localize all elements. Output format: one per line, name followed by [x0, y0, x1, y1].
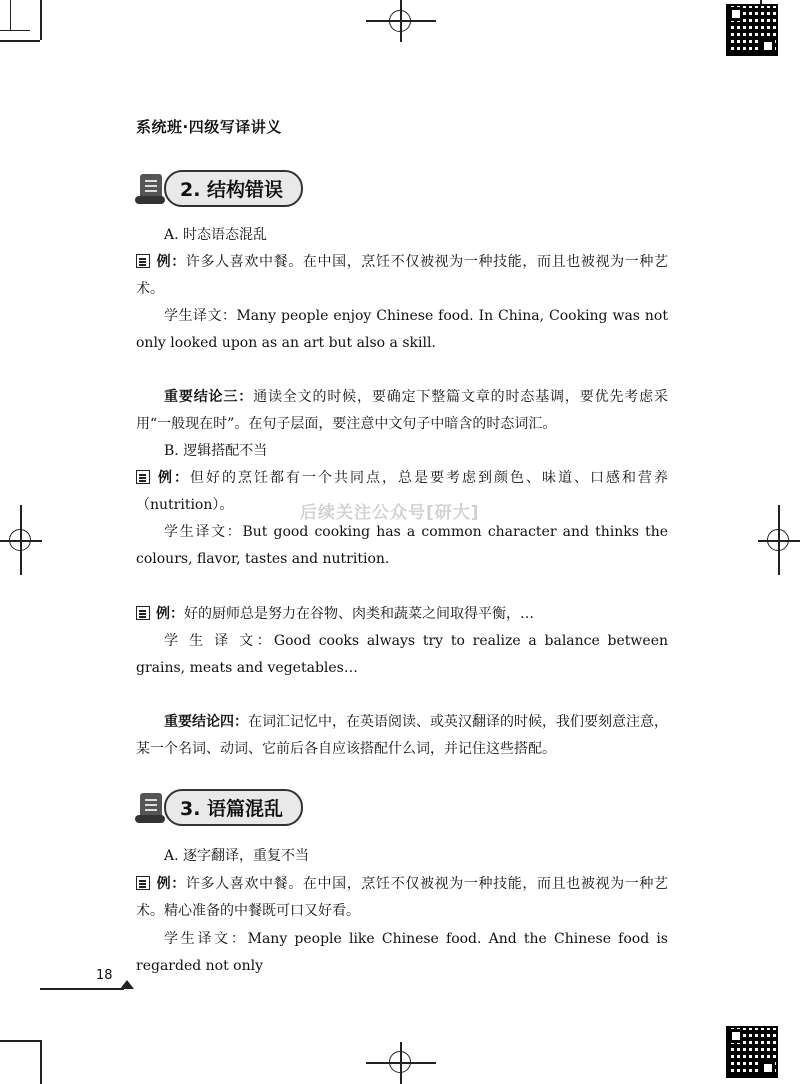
- student-translation-4: 学生译文：Many people like Chinese food. And the Chinese food is regarded not only: [136, 931, 668, 974]
- conclusion-text: 在词汇记忆中，在英语阅读、或英汉翻译的时候，我们要刻意注意，某一个名词、动词、它前后各自应该搭配什么词，并记住这些搭配。: [136, 714, 668, 757]
- example-text: 好的厨师总是努力在谷物、肉类和蔬菜之间取得平衡，…: [184, 606, 534, 622]
- registration-mark: [389, 10, 411, 32]
- registration-mark: [9, 529, 31, 551]
- section-heading-2: [136, 170, 303, 207]
- conclusion-text: 通读全文的时候，要确定下整篇文章的时态基调，要优先考虑采用“一般现在时”。在句子层面，要注意中文句子中暗含的时态词汇。: [136, 389, 669, 432]
- example-icon: [136, 254, 150, 268]
- footer-rule: [40, 988, 124, 990]
- example-label: 例：: [156, 254, 186, 270]
- scroll-icon: [136, 171, 172, 207]
- registration-mark: [767, 529, 789, 551]
- crop-mark: [0, 40, 40, 42]
- student-translation-3: 学 生 译 文：Good cooks always try to realize a balance between grains, meats and vegetables…: [136, 633, 668, 676]
- crop-mark: [0, 30, 30, 31]
- section-title: 3. 语篇混乱: [164, 789, 303, 826]
- qr-code-top: [726, 4, 778, 56]
- conclusion-label: 重要结论四：: [164, 714, 248, 730]
- example-text: 但好的烹饪都有一个共同点，总是要考虑到颜色、味道、口感和营养（nutrition）。: [136, 470, 668, 513]
- triangle-icon: [120, 980, 134, 989]
- student-translation-2: 学生译文：But good cooking has a common character and thinks the colours, flavor, tastes and nutrition.: [136, 524, 668, 567]
- example-icon: [136, 606, 150, 620]
- qr-code-bottom: [726, 1026, 778, 1078]
- subheading-a: A. 时态语态混乱: [164, 227, 268, 243]
- section-heading-3: [136, 789, 303, 826]
- conclusion-4: [136, 709, 668, 763]
- watermark: 后续关注公众号[研大]: [300, 503, 480, 523]
- example-label: 例：: [156, 470, 190, 486]
- crop-mark: [10, 0, 11, 30]
- student-translation-1: 学生译文：Many people enjoy Chinese food. In China, Cooking was not only looked upon as an art but also a skill.: [136, 308, 668, 351]
- example-icon: [136, 876, 150, 890]
- example-icon: [136, 470, 150, 484]
- subheading-a2: A. 逐字翻译，重复不当: [164, 848, 310, 864]
- example-label: 例：: [156, 876, 186, 892]
- crop-mark: [40, 0, 42, 40]
- example-1: [136, 249, 668, 303]
- running-header: 系统班·四级写译讲义: [136, 118, 282, 136]
- example-text: 许多人喜欢中餐。在中国，烹饪不仅被视为一种技能，而且也被视为一种艺术。: [136, 254, 669, 297]
- section-title: 2. 结构错误: [164, 170, 303, 207]
- scroll-icon: [136, 790, 172, 826]
- conclusion-label: 重要结论三：: [164, 389, 254, 405]
- page-number: 18: [96, 968, 113, 983]
- example-4: [136, 871, 668, 925]
- subheading-b: B. 逻辑搭配不当: [164, 443, 268, 459]
- crop-mark: [40, 1040, 42, 1084]
- example-text: 许多人喜欢中餐。在中国，烹饪不仅被视为一种技能，而且也被视为一种艺术。精心准备的中餐既可口又好看。: [136, 876, 669, 919]
- example-3: [136, 601, 668, 628]
- conclusion-3: [136, 384, 668, 438]
- registration-mark: [389, 1051, 411, 1073]
- crop-mark: [0, 1040, 40, 1042]
- example-label: 例：: [156, 606, 184, 622]
